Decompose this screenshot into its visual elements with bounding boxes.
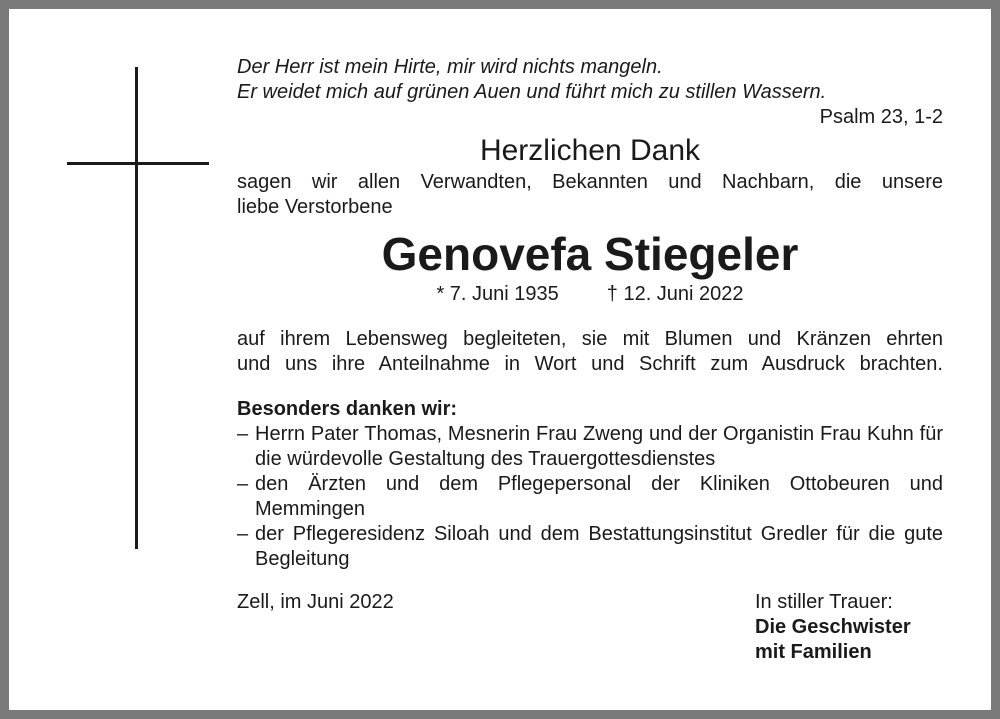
notice-footer [237, 590, 943, 670]
signature-line-1: Die Geschwister [755, 616, 911, 638]
cross-icon-vertical [135, 67, 138, 549]
thanks-title: Herzlichen Dank [479, 134, 701, 167]
list-item [237, 422, 943, 472]
thanks-paragraph [237, 327, 943, 377]
mourning-label: In stiller Trauer: [755, 591, 893, 613]
notice-content [237, 55, 943, 670]
death-date: † 12. Juni 2022 [606, 283, 744, 305]
signature-line-2: mit Familien [755, 641, 872, 663]
psalm-line-1: Der Herr ist mein Hirte, mir wird nichts mangeln. [237, 56, 663, 78]
life-dates [237, 282, 943, 307]
psalm-quote [237, 55, 943, 105]
list-item [237, 522, 943, 572]
birth-date: * 7. Juni 1935 [436, 283, 559, 305]
list-item-text: der Pflegeresidenz Siloah und dem Bestattungsinstitut Gredler für die gute Begleitung [255, 523, 943, 570]
psalm-line-2: Er weidet mich auf grünen Auen und führt mich zu stillen Wassern. [237, 81, 827, 103]
psalm-reference: Psalm 23, 1-2 [819, 106, 943, 128]
dash-icon: – [237, 473, 249, 495]
cross-icon-horizontal [67, 162, 209, 165]
deceased-name: Genovefa Stiegeler [381, 228, 799, 280]
list-item-text: Herrn Pater Thomas, Mesnerin Frau Zweng und der Organistin Frau Kuhn für die würdevolle Gestaltung des Trauergottesdienstes [255, 423, 943, 470]
place-date: Zell, im Juni 2022 [237, 591, 394, 613]
special-thanks-heading: Besonders danken wir: [237, 398, 458, 420]
thanks-paragraph-line-1: auf ihrem Lebensweg begleiteten, sie mit Blumen und Kränzen ehrten [237, 328, 943, 350]
signature-block [755, 590, 911, 665]
intro-line-1: sagen wir allen Verwandten, Bekannten und Nachbarn, die unsere [237, 171, 943, 193]
list-item-text: den Ärzten und dem Pflegepersonal der Kliniken Ottobeuren und Memmingen [255, 473, 943, 520]
dash-icon: – [237, 523, 249, 545]
special-thanks-list [237, 422, 943, 572]
intro-text [237, 170, 943, 220]
dash-icon: – [237, 423, 249, 445]
thanks-paragraph-line-2: und uns ihre Anteilnahme in Wort und Schrift zum Ausdruck brachten. [237, 353, 943, 375]
list-item [237, 472, 943, 522]
intro-line-2: liebe Verstorbene [237, 196, 393, 218]
